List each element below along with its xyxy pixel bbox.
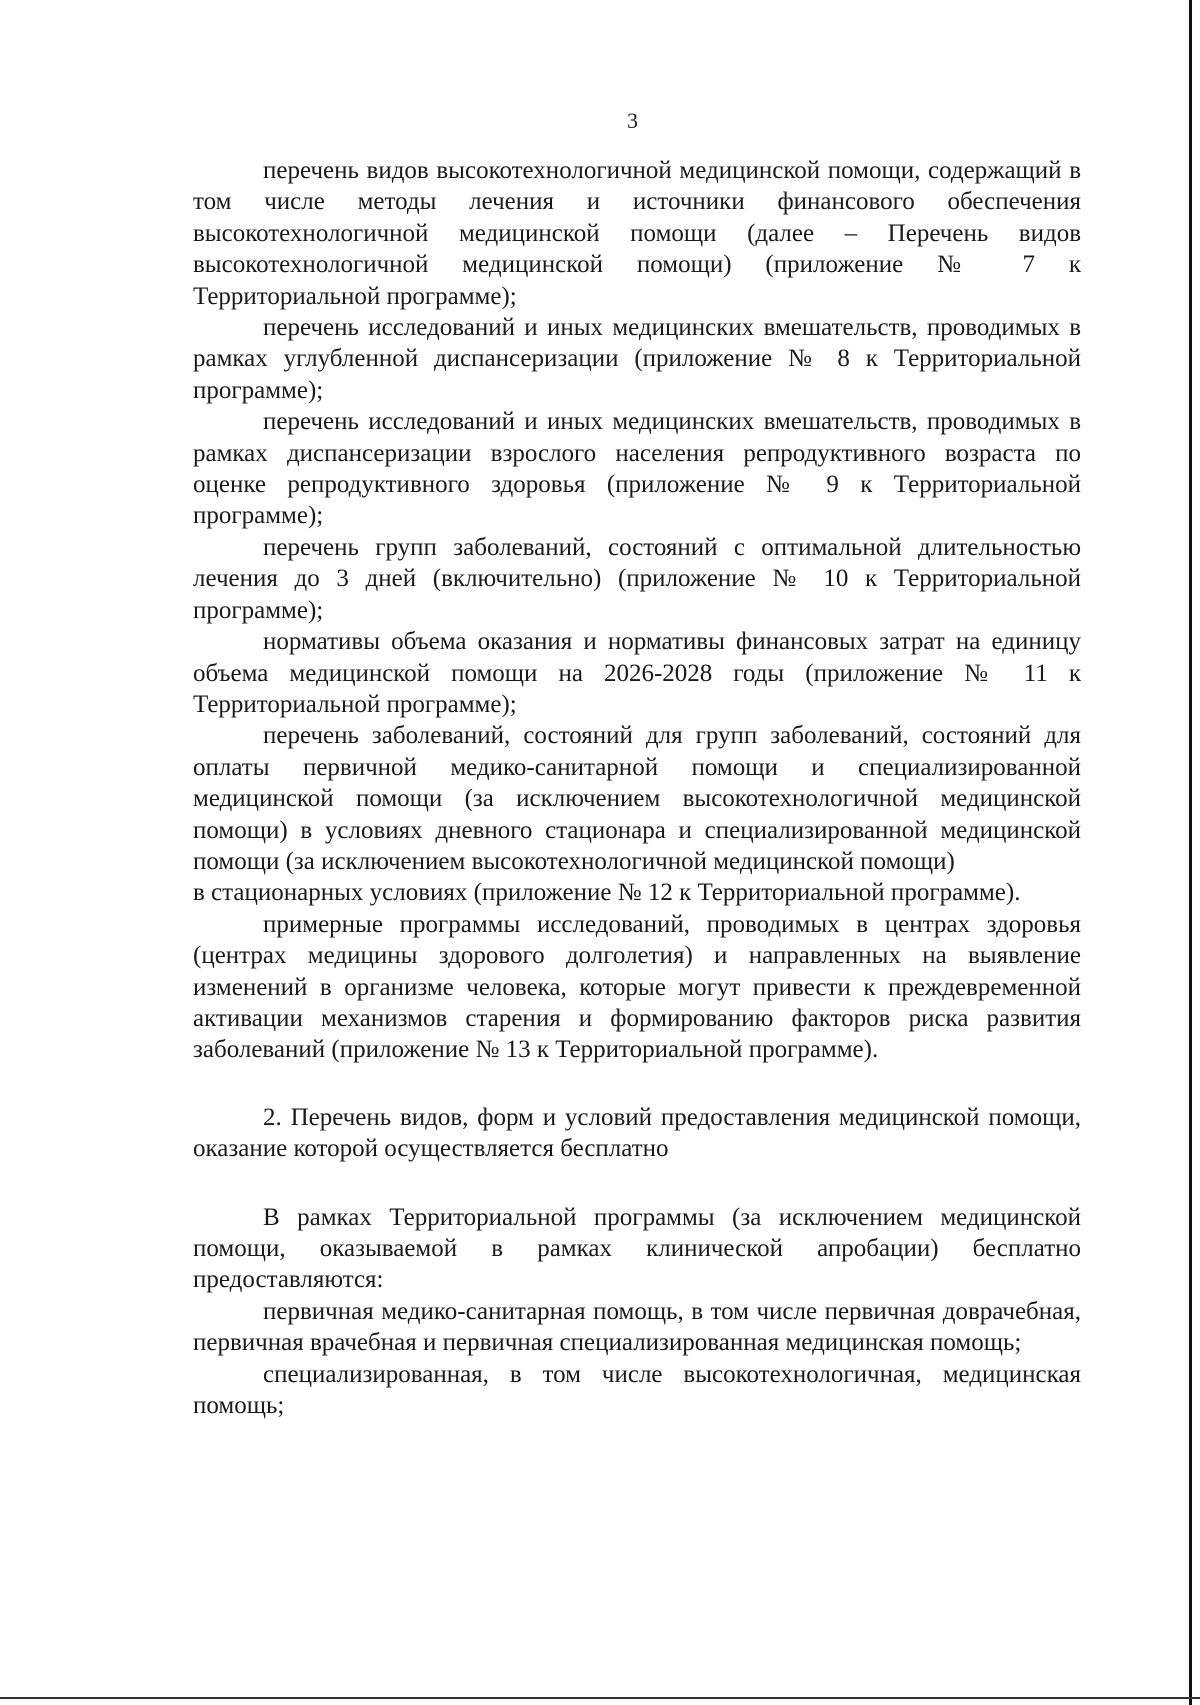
paragraph-volume-norms: нормативы объема оказания и нормативы финансовых затрат на единицу объема медицинской помощи на 2026-2028 годы (приложение № 11 к Территориальной программе);	[193, 628, 1081, 718]
scan-edge-right	[1189, 0, 1192, 1705]
paragraph-vmp-list: перечень видов высокотехнологичной медицинской помощи, содержащий в том числе методы лечения и источники финансового обеспечения высокотехнологичной медицинской помощи (далее – Перечень видов высокотехнологичной медицинской помощи) (приложение № 7 к Территориальной программе);	[193, 157, 1081, 310]
paragraph-reproductive-dispensary: перечень исследований и иных медицинских вмешательств, проводимых в рамках диспансеризации взрослого населения репродуктивного возраста по оценке репродуктивного здоровья (приложение № 9 к Территориальной программе);	[193, 408, 1081, 530]
paragraph-short-treatment-groups: перечень групп заболеваний, состояний с оптимальной длительностью лечения до 3 дней (включительно) (приложение № 10 к Территориальной программе);	[193, 533, 1081, 624]
paragraph-inpatient-conditions: в стационарных условиях (приложение № 12 к Территориальной программе).	[193, 879, 1021, 907]
scan-edge-bottom	[0, 1697, 1200, 1699]
paragraph-disease-groups-payment: перечень заболеваний, состояний для групп заболеваний, состояний для оплаты первичной медико-санитарной помощи и специализированной медицинской помощи (за исключением высокотехнологичной медицинской помощи) в условиях дневного стационара и специализированной медицинской помощи (за исключением высокотехнологичной медицинской помощи)	[193, 722, 1081, 875]
paragraph-deep-dispensary: перечень исследований и иных медицинских вмешательств, проводимых в рамках углубленной диспансеризации (приложение № 8 к Территориальной программе);	[193, 314, 1081, 404]
paragraph-primary-care: первичная медико-санитарная помощь, в том числе первичная доврачебная, первичная врачебная и первичная специализированная медицинская помощь;	[193, 1297, 1081, 1357]
paragraph-free-provision-intro: В рамках Территориальной программы (за исключением медицинской помощи, оказываемой в рамках клинической апробации) бесплатно предоставляются:	[193, 1203, 1081, 1294]
paragraph-health-centers-programs: примерные программы исследований, проводимых в центрах здоровья (центрах медицины здорового долголетия) и направленных на выявление изменений в организме человека, которые могут привести к преждевременной активации механизмов старения и формированию факторов риска развития заболеваний (приложение № 13 к Территориальной программе).	[193, 910, 1081, 1064]
paragraph-specialized-care: специализированная, в том числе высокотехнологичная, медицинская помощь;	[193, 1360, 1081, 1420]
section-heading-2: 2. Перечень видов, форм и условий предоставления медицинской помощи, оказание которой осуществляется бесплатно	[193, 1103, 1081, 1163]
document-body	[193, 155, 1081, 1421]
page-number: 3	[627, 108, 638, 133]
